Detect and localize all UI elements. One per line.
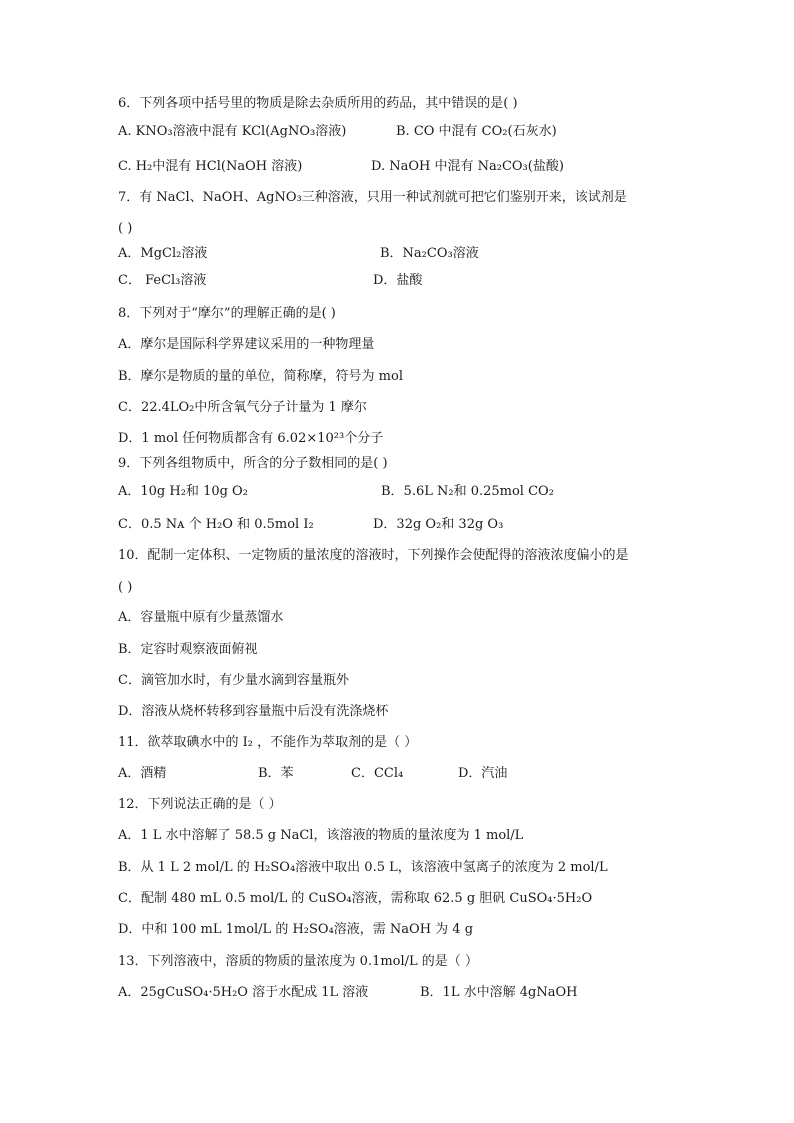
- question-6-option-c: C. H₂中混有 HCl(NaOH 溶液): [118, 159, 303, 174]
- question-13-stem: 13．下列溶液中，溶质的物质的量浓度为 0.1mol/L 的是（ ）: [118, 954, 478, 969]
- question-11-option-d: D．汽油: [458, 766, 508, 781]
- question-6-option-b: B. CO 中混有 CO₂(石灰水): [396, 124, 557, 139]
- question-7-option-d: D．盐酸: [373, 273, 423, 288]
- question-8-option-c: C．22.4LO₂中所含氧气分子计量为 1 摩尔: [118, 400, 367, 415]
- question-7-option-c: C． FeCl₃溶液: [118, 273, 207, 288]
- question-11-option-c: C．CCl₄: [351, 766, 404, 781]
- question-6-option-d: D. NaOH 中混有 Na₂CO₃(盐酸): [371, 159, 564, 174]
- question-9-option-a: A．10g H₂和 10g O₂: [118, 484, 248, 499]
- question-12-option-c: C．配制 480 mL 0.5 mol/L 的 CuSO₄溶液，需称取 62.5 g 胆矾 CuSO₄·5H₂O: [118, 891, 593, 906]
- question-12-option-d: D．中和 100 mL 1mol/L 的 H₂SO₄溶液，需 NaOH 为 4 g: [118, 922, 474, 937]
- question-8-option-d: D．1 mol 任何物质都含有 6.02×10²³个分子: [118, 431, 384, 446]
- question-10-option-c: C．滴管加水时，有少量水滴到容量瓶外: [118, 673, 349, 688]
- question-9-stem: 9．下列各组物质中，所含的分子数相同的是( ): [118, 456, 388, 471]
- question-6-stem: 6．下列各项中括号里的物质是除去杂质所用的药品，其中错误的是( ): [118, 96, 518, 111]
- question-10-option-d: D．溶液从烧杯转移到容量瓶中后没有洗涤烧杯: [118, 704, 389, 719]
- question-6-option-a: A. KNO₃溶液中混有 KCl(AgNO₃溶液): [118, 124, 347, 139]
- question-13-option-b: B．1L 水中溶解 4gNaOH: [420, 985, 578, 1000]
- question-13-option-a: A．25gCuSO₄·5H₂O 溶于水配成 1L 溶液: [118, 985, 369, 1000]
- question-10-answer-paren: ( ): [118, 580, 133, 595]
- question-12-stem: 12．下列说法正确的是（ ）: [118, 797, 282, 812]
- question-7-stem: 7．有 NaCl、NaOH、AgNO₃三种溶液，只用一种试剂就可把它们鉴别开来，该试剂是: [118, 190, 627, 205]
- question-9-option-d: D．32g O₂和 32g O₃: [373, 517, 504, 532]
- question-11-stem: 11．欲萃取碘水中的 I₂ ，不能作为萃取剂的是（ ）: [118, 735, 418, 750]
- question-7-option-a: A．MgCl₂溶液: [118, 246, 208, 261]
- question-12-option-a: A．1 L 水中溶解了 58.5 g NaCl，该溶液的物质的量浓度为 1 mol/L: [118, 828, 524, 843]
- question-11-option-a: A．酒精: [118, 766, 167, 781]
- question-8-option-b: B．摩尔是物质的量的单位，简称摩，符号为 mol: [118, 369, 403, 384]
- question-7-option-b: B．Na₂CO₃溶液: [380, 246, 479, 261]
- question-9-option-c: C．0.5 Nᴀ 个 H₂O 和 0.5mol I₂: [118, 517, 314, 532]
- question-8-stem: 8．下列对于“摩尔”的理解正确的是( ): [118, 306, 336, 321]
- question-10-stem: 10．配制一定体积、一定物质的量浓度的溶液时，下列操作会使配得的溶液浓度偏小的是: [118, 548, 629, 563]
- question-8-option-a: A．摩尔是国际科学界建议采用的一种物理量: [118, 337, 375, 352]
- question-10-option-b: B．定容时观察液面俯视: [118, 642, 258, 657]
- question-9-option-b: B．5.6L N₂和 0.25mol CO₂: [381, 484, 554, 499]
- question-7-answer-paren: ( ): [118, 221, 133, 236]
- question-11-option-b: B．苯: [258, 766, 294, 781]
- question-10-option-a: A．容量瓶中原有少量蒸馏水: [118, 610, 284, 625]
- question-12-option-b: B．从 1 L 2 mol/L 的 H₂SO₄溶液中取出 0.5 L，该溶液中氢离子的浓度为 2 mol/L: [118, 860, 608, 875]
